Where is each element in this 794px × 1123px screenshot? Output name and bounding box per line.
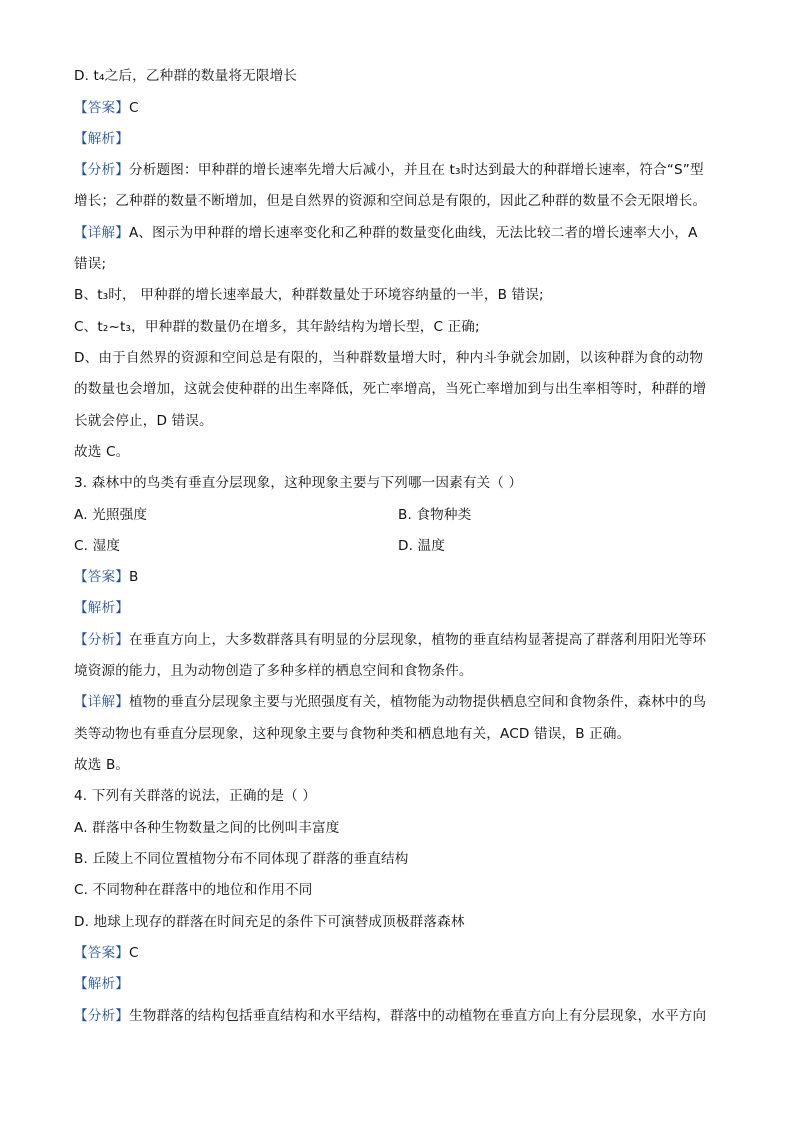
question-4-option-c: C. 不同物种在群落中的地位和作用不同 [74, 882, 313, 898]
xiangjie-tag: 【详解】 [74, 225, 129, 241]
xiangjie-tag: 【详解】 [74, 694, 129, 710]
fenxi-text: 生物群落的结构包括垂直结构和水平结构，群落中的动植物在垂直方向上有分层现象，水平方向 [128, 1008, 707, 1024]
conclusion-q2: 故选 C。 [74, 444, 130, 460]
answer-line-q3 [74, 567, 138, 587]
explanation-b-q2: B、t₃时， 甲种群的增长速率最大，种群数量处于环境容纳量的一半，B 错误; [74, 287, 544, 303]
answer-value: B [128, 569, 139, 585]
conclusion-q3: 故选 B。 [74, 757, 130, 773]
answer-tag: 【答案】 [74, 569, 129, 585]
question-3-option-b: B. 食物种类 [398, 507, 472, 523]
answer-value: C [128, 945, 139, 961]
explanation-d-line-3-q2: 长就会停止，D 错误。 [74, 413, 213, 429]
answer-tag: 【答案】 [74, 100, 129, 116]
question-4-option-d: D. 地球上现存的群落在时间充足的条件下可演替成顶极群落森林 [74, 914, 465, 930]
answer-line-q2 [74, 98, 139, 118]
xiangjie-line-1-q2 [74, 223, 698, 243]
fenxi-line-2-q2: 增长；乙种群的数量不断增加，但是自然界的资源和空间总是有限的，因此乙种群的数量不会无限增长。 [74, 193, 707, 209]
xiangjie-line-2-q2: 错误; [74, 256, 107, 272]
fenxi-line-1-q3 [74, 630, 706, 650]
question-4-stem: 4. 下列有关群落的说法，正确的是（ ） [74, 788, 317, 804]
fenxi-line-1-q2 [74, 160, 704, 180]
question-4-option-a: A. 群落中各种生物数量之间的比例叫丰富度 [74, 820, 340, 836]
fenxi-tag: 【分析】 [74, 162, 129, 178]
explanation-d-line-2-q2: 的数量也会增加，这就会使种群的出生率降低，死亡率增高，当死亡率增加到与出生率相等时，种群的增 [74, 381, 707, 397]
explanation-d-line-1-q2: D、由于自然界的资源和空间总是有限的，当种群数量增大时，种内斗争就会加剧，以该种群为食的动物 [74, 350, 704, 366]
answer-line-q4 [74, 943, 139, 963]
question-3-option-d: D. 温度 [398, 538, 446, 554]
analysis-title-q2: 【解析】 [74, 131, 129, 147]
fenxi-line-2-q3: 境资源的能力，且为动物创造了多种多样的栖息空间和食物条件。 [74, 663, 473, 679]
xiangjie-text: A、图示为甲种群的增长速率变化和乙种群的数量变化曲线，无法比较二者的增长速率大小，A [128, 225, 698, 241]
fenxi-line-1-q4 [74, 1006, 706, 1026]
analysis-title-q3: 【解析】 [74, 600, 129, 616]
answer-value: C [128, 100, 139, 116]
answer-tag: 【答案】 [74, 945, 129, 961]
xiangjie-line-2-q3: 类等动物也有垂直分层现象，这种现象主要与食物种类和栖息地有关，ACD 错误，B 正确。 [74, 726, 631, 742]
explanation-c-q2: C、t₂~t₃，甲种群的数量仍在增多，其年龄结构为增长型，C 正确; [74, 319, 480, 335]
question-3-option-c: C. 湿度 [74, 538, 121, 554]
xiangjie-line-1-q3 [74, 692, 706, 712]
analysis-title-q4: 【解析】 [74, 976, 129, 992]
fenxi-text: 在垂直方向上，大多数群落具有明显的分层现象，植物的垂直结构显著提高了群落利用阳光等环 [128, 632, 707, 648]
question-3-stem: 3. 森林中的鸟类有垂直分层现象，这种现象主要与下列哪一因素有关（ ） [74, 475, 523, 491]
fenxi-text: 分析题图：甲种群的增长速率先增大后减小，并且在 t₃时达到最大的种群增长速率，符合“S”型 [128, 162, 704, 178]
option-d-q2: D. t₄之后，乙种群的数量将无限增长 [74, 68, 298, 84]
xiangjie-text: 植物的垂直分层现象主要与光照强度有关，植物能为动物提供栖息空间和食物条件，森林中的鸟 [128, 694, 707, 710]
question-4-option-b: B. 丘陵上不同位置植物分布不同体现了群落的垂直结构 [74, 851, 409, 867]
question-3-option-a: A. 光照强度 [74, 507, 148, 523]
fenxi-tag: 【分析】 [74, 1008, 129, 1024]
fenxi-tag: 【分析】 [74, 632, 129, 648]
